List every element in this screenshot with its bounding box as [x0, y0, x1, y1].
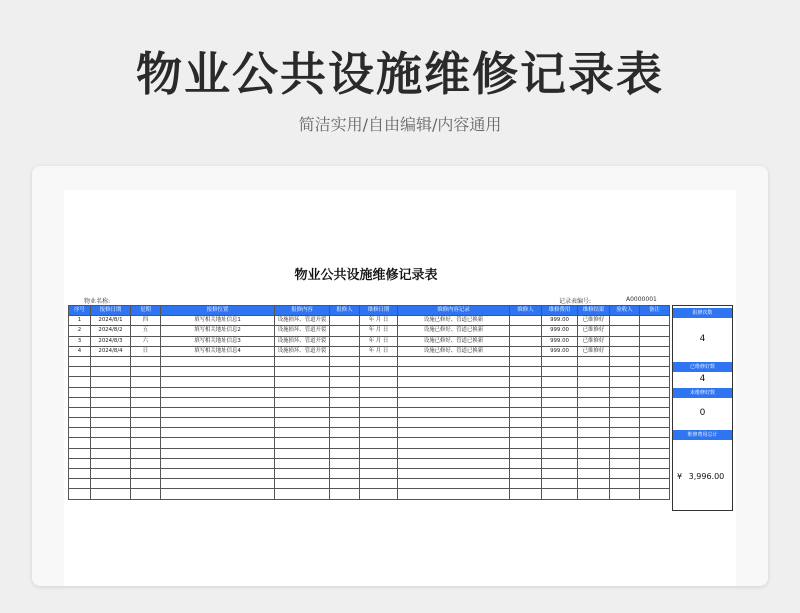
table-cell[interactable]: [510, 458, 542, 468]
table-cell[interactable]: [69, 397, 91, 407]
table-cell[interactable]: [398, 387, 510, 397]
table-cell[interactable]: [360, 469, 398, 479]
table-cell[interactable]: 年 月 日: [360, 326, 398, 336]
currency-symbol: ¥: [677, 472, 683, 481]
table-cell[interactable]: [131, 407, 161, 417]
table-cell[interactable]: [275, 469, 330, 479]
table-cell[interactable]: [275, 356, 330, 366]
empty-table-row: [69, 407, 670, 417]
table-cell[interactable]: [69, 438, 91, 448]
table-cell[interactable]: 999.00: [542, 316, 578, 326]
table-cell[interactable]: [275, 428, 330, 438]
table-cell[interactable]: [510, 377, 542, 387]
table-cell[interactable]: [360, 367, 398, 377]
table-cell[interactable]: [398, 428, 510, 438]
empty-table-row: [69, 387, 670, 397]
table-cell[interactable]: [91, 448, 131, 458]
table-cell[interactable]: [161, 448, 275, 458]
table-cell[interactable]: [398, 438, 510, 448]
table-cell[interactable]: 年 月 日: [360, 346, 398, 356]
table-cell[interactable]: [131, 377, 161, 387]
table-cell[interactable]: 填写相关地址信息3: [161, 336, 275, 346]
table-cell[interactable]: [542, 479, 578, 489]
column-header: 报修内容: [275, 306, 330, 316]
table-cell[interactable]: [398, 418, 510, 428]
table-cell[interactable]: [542, 438, 578, 448]
table-cell[interactable]: [275, 377, 330, 387]
table-cell[interactable]: 日: [131, 346, 161, 356]
table-cell[interactable]: [542, 387, 578, 397]
table-cell[interactable]: [640, 489, 670, 499]
table-cell[interactable]: [131, 428, 161, 438]
table-cell[interactable]: [275, 407, 330, 417]
table-cell[interactable]: [91, 367, 131, 377]
table-cell[interactable]: 已维修好: [578, 336, 610, 346]
table-cell[interactable]: [510, 356, 542, 366]
table-cell[interactable]: [542, 458, 578, 468]
table-cell[interactable]: [640, 458, 670, 468]
table-cell[interactable]: 设施已修好、管道已换新: [398, 326, 510, 336]
table-cell[interactable]: [131, 438, 161, 448]
table-cell[interactable]: [275, 458, 330, 468]
table-cell[interactable]: [610, 458, 640, 468]
table-cell[interactable]: [640, 428, 670, 438]
table-cell[interactable]: [610, 479, 640, 489]
table-cell[interactable]: [542, 448, 578, 458]
table-cell[interactable]: 1: [69, 316, 91, 326]
table-cell[interactable]: [360, 377, 398, 387]
table-cell[interactable]: 已维修好: [578, 316, 610, 326]
table-cell[interactable]: [330, 489, 360, 499]
table-cell[interactable]: [91, 377, 131, 387]
table-cell[interactable]: [640, 438, 670, 448]
table-cell[interactable]: 已维修好: [578, 346, 610, 356]
table-cell[interactable]: [131, 367, 161, 377]
table-cell[interactable]: [275, 397, 330, 407]
table-cell[interactable]: [330, 356, 360, 366]
table-cell[interactable]: [275, 418, 330, 428]
total-cost-value: 3,996.00: [688, 472, 725, 481]
table-cell[interactable]: 五: [131, 326, 161, 336]
table-cell[interactable]: [330, 448, 360, 458]
table-cell[interactable]: [510, 418, 542, 428]
table-cell[interactable]: [578, 489, 610, 499]
table-cell[interactable]: [610, 336, 640, 346]
table-cell[interactable]: 设施损坏、管道开裂: [275, 326, 330, 336]
column-header: 维修结果: [578, 306, 610, 316]
empty-table-row: [69, 448, 670, 458]
property-name-label: 物业名称:: [84, 298, 111, 305]
table-cell[interactable]: 设施已修好、管道已换新: [398, 336, 510, 346]
empty-table-row: [69, 377, 670, 387]
table-cell[interactable]: [91, 356, 131, 366]
table-cell[interactable]: 设施损坏、管道开裂: [275, 336, 330, 346]
table-cell[interactable]: 设施损坏、管道开裂: [275, 346, 330, 356]
table-cell[interactable]: [578, 356, 610, 366]
table-cell[interactable]: [161, 367, 275, 377]
table-cell[interactable]: [640, 336, 670, 346]
table-cell[interactable]: [69, 387, 91, 397]
table-cell[interactable]: [330, 479, 360, 489]
repaired-count-value: 4: [699, 374, 706, 384]
table-cell[interactable]: [398, 458, 510, 468]
total-cost-label: 维修费用总计: [673, 430, 732, 440]
table-cell[interactable]: [610, 367, 640, 377]
table-cell[interactable]: [360, 387, 398, 397]
empty-table-row: [69, 418, 670, 428]
table-cell[interactable]: [510, 479, 542, 489]
table-cell[interactable]: [510, 336, 542, 346]
column-header: 序号: [69, 306, 91, 316]
table-cell[interactable]: [131, 387, 161, 397]
table-cell[interactable]: [91, 418, 131, 428]
table-cell[interactable]: [578, 479, 610, 489]
table-cell[interactable]: [131, 356, 161, 366]
table-cell[interactable]: [131, 489, 161, 499]
table-cell[interactable]: 999.00: [542, 346, 578, 356]
table-cell[interactable]: 填写相关地址信息4: [161, 346, 275, 356]
table-cell[interactable]: [640, 326, 670, 336]
table-cell[interactable]: [330, 418, 360, 428]
table-cell[interactable]: 年 月 日: [360, 316, 398, 326]
table-cell[interactable]: 已维修好: [578, 326, 610, 336]
empty-table-row: [69, 458, 670, 468]
table-cell[interactable]: [360, 397, 398, 407]
table-cell[interactable]: [610, 469, 640, 479]
table-cell[interactable]: [91, 469, 131, 479]
table-cell[interactable]: [398, 377, 510, 387]
table-cell[interactable]: 设施损坏、管道开裂: [275, 316, 330, 326]
table-cell[interactable]: [610, 407, 640, 417]
table-cell[interactable]: [510, 367, 542, 377]
table-cell[interactable]: [330, 458, 360, 468]
table-cell[interactable]: [398, 489, 510, 499]
table-row: [69, 326, 670, 336]
record-number-label: 记录表编号:: [559, 298, 592, 305]
repair-count-label: 报修次数: [673, 308, 732, 318]
table-cell[interactable]: [131, 397, 161, 407]
record-number-value: A0000001: [626, 296, 657, 303]
table-cell[interactable]: [91, 387, 131, 397]
table-cell[interactable]: [69, 356, 91, 366]
table-cell[interactable]: [330, 407, 360, 417]
table-cell[interactable]: [610, 489, 640, 499]
table-row: [69, 316, 670, 326]
column-header: 报修人: [330, 306, 360, 316]
table-cell[interactable]: [510, 326, 542, 336]
table-cell[interactable]: [610, 418, 640, 428]
spreadsheet-sheet: [64, 190, 736, 586]
table-cell[interactable]: [69, 458, 91, 468]
table-cell[interactable]: [610, 377, 640, 387]
column-header: 备注: [640, 306, 670, 316]
table-cell[interactable]: [69, 367, 91, 377]
table-cell[interactable]: [91, 438, 131, 448]
table-cell[interactable]: [610, 356, 640, 366]
column-header: 星期: [131, 306, 161, 316]
table-cell[interactable]: [91, 458, 131, 468]
table-cell[interactable]: 2024/8/4: [91, 346, 131, 356]
table-cell[interactable]: [542, 356, 578, 366]
table-cell[interactable]: [578, 469, 610, 479]
table-cell[interactable]: [640, 346, 670, 356]
table-cell[interactable]: [398, 479, 510, 489]
table-cell[interactable]: [161, 418, 275, 428]
empty-table-row: [69, 397, 670, 407]
column-header: 报修日期: [91, 306, 131, 316]
table-row: [69, 336, 670, 346]
table-cell[interactable]: [510, 397, 542, 407]
table-cell[interactable]: 999.00: [542, 326, 578, 336]
table-cell[interactable]: [542, 469, 578, 479]
table-cell[interactable]: 3: [69, 336, 91, 346]
table-cell[interactable]: [578, 367, 610, 377]
table-cell[interactable]: [161, 428, 275, 438]
table-cell[interactable]: [69, 479, 91, 489]
table-cell[interactable]: [69, 428, 91, 438]
table-cell[interactable]: [330, 377, 360, 387]
table-cell[interactable]: [510, 438, 542, 448]
column-header: 维修人: [510, 306, 542, 316]
page-title: 物业公共设施维修记录表: [136, 47, 664, 101]
empty-table-row: [69, 489, 670, 499]
table-cell[interactable]: [91, 397, 131, 407]
table-cell[interactable]: [69, 489, 91, 499]
table-cell[interactable]: [578, 377, 610, 387]
empty-table-row: [69, 438, 670, 448]
table-cell[interactable]: [91, 489, 131, 499]
unrepaired-count-label: 未维修好数: [673, 388, 732, 398]
empty-table-row: [69, 479, 670, 489]
table-cell[interactable]: 999.00: [542, 336, 578, 346]
page-subtitle: 简洁实用/自由编辑/内容通用: [298, 115, 502, 134]
table-cell[interactable]: [398, 367, 510, 377]
table-cell[interactable]: [610, 397, 640, 407]
table-row: [69, 346, 670, 356]
table-cell[interactable]: [275, 438, 330, 448]
table-cell[interactable]: [330, 346, 360, 356]
table-cell[interactable]: [510, 346, 542, 356]
table-cell[interactable]: [360, 418, 398, 428]
table-cell[interactable]: 填写相关地址信息2: [161, 326, 275, 336]
table-cell[interactable]: [161, 397, 275, 407]
table-cell[interactable]: [69, 377, 91, 387]
table-cell[interactable]: [640, 469, 670, 479]
total-cost: [677, 472, 731, 481]
table-cell[interactable]: [69, 448, 91, 458]
table-cell[interactable]: [91, 479, 131, 489]
table-cell[interactable]: [131, 479, 161, 489]
table-cell[interactable]: [542, 367, 578, 377]
table-cell[interactable]: [398, 407, 510, 417]
table-cell[interactable]: [640, 479, 670, 489]
table-cell[interactable]: [610, 387, 640, 397]
table-cell[interactable]: 2024/8/3: [91, 336, 131, 346]
sheet-title: 物业公共设施维修记录表: [294, 268, 438, 283]
table-cell[interactable]: [542, 489, 578, 499]
unrepaired-count-value: 0: [699, 408, 706, 418]
table-cell[interactable]: 4: [69, 346, 91, 356]
table-cell[interactable]: [360, 428, 398, 438]
table-cell[interactable]: [510, 489, 542, 499]
table-cell[interactable]: [578, 448, 610, 458]
table-cell[interactable]: 设施已修好、管道已换新: [398, 316, 510, 326]
table-cell[interactable]: [161, 479, 275, 489]
table-cell[interactable]: [640, 448, 670, 458]
table-cell[interactable]: [640, 407, 670, 417]
table-cell[interactable]: [161, 458, 275, 468]
column-header: 维修日期: [360, 306, 398, 316]
table-cell[interactable]: [161, 356, 275, 366]
table-cell[interactable]: [275, 479, 330, 489]
table-cell[interactable]: [578, 418, 610, 428]
table-cell[interactable]: [161, 387, 275, 397]
summary-panel: [672, 305, 733, 511]
table-cell[interactable]: [330, 428, 360, 438]
table-cell[interactable]: [542, 407, 578, 417]
table-cell[interactable]: [69, 469, 91, 479]
table-cell[interactable]: [161, 469, 275, 479]
table-cell[interactable]: 2024/8/1: [91, 316, 131, 326]
table-cell[interactable]: [91, 407, 131, 417]
table-cell[interactable]: [640, 316, 670, 326]
table-cell[interactable]: [510, 387, 542, 397]
table-cell[interactable]: [360, 489, 398, 499]
table-cell[interactable]: [330, 387, 360, 397]
column-header: 维修内容记录: [398, 306, 510, 316]
repaired-count-label: 已维修好数: [673, 362, 732, 372]
empty-table-row: [69, 469, 670, 479]
table-cell[interactable]: [330, 397, 360, 407]
table-cell[interactable]: [510, 407, 542, 417]
column-header: 验收人: [610, 306, 640, 316]
table-cell[interactable]: [610, 428, 640, 438]
table-cell[interactable]: [542, 397, 578, 407]
column-header: 维修费用: [542, 306, 578, 316]
table-cell[interactable]: [610, 438, 640, 448]
table-cell[interactable]: [640, 418, 670, 428]
table-cell[interactable]: [275, 387, 330, 397]
table-header-row: [69, 306, 670, 316]
table-cell[interactable]: [542, 418, 578, 428]
table-cell[interactable]: [131, 458, 161, 468]
table-cell[interactable]: [510, 448, 542, 458]
repair-count-value: 4: [699, 334, 706, 344]
table-cell[interactable]: [578, 397, 610, 407]
repair-record-table: [68, 305, 670, 500]
table-cell[interactable]: [510, 316, 542, 326]
empty-table-row: [69, 428, 670, 438]
table-cell[interactable]: [578, 387, 610, 397]
table-cell[interactable]: [610, 326, 640, 336]
table-cell[interactable]: [161, 377, 275, 387]
table-cell[interactable]: 设施已修好、管道已换新: [398, 346, 510, 356]
empty-table-row: [69, 356, 670, 366]
table-cell[interactable]: [398, 397, 510, 407]
table-cell[interactable]: [360, 407, 398, 417]
table-cell[interactable]: [360, 356, 398, 366]
table-cell[interactable]: [161, 438, 275, 448]
table-cell[interactable]: [640, 367, 670, 377]
table-cell[interactable]: [330, 316, 360, 326]
table-cell[interactable]: [542, 377, 578, 387]
table-cell[interactable]: [161, 407, 275, 417]
table-cell[interactable]: [330, 469, 360, 479]
table-cell[interactable]: [360, 448, 398, 458]
table-cell[interactable]: [275, 367, 330, 377]
table-cell[interactable]: 四: [131, 316, 161, 326]
table-cell[interactable]: [131, 469, 161, 479]
table-cell[interactable]: [578, 438, 610, 448]
table-cell[interactable]: 2024/8/2: [91, 326, 131, 336]
table-cell[interactable]: [330, 326, 360, 336]
table-cell[interactable]: [578, 407, 610, 417]
table-cell[interactable]: [542, 428, 578, 438]
table-cell[interactable]: 填写相关地址信息1: [161, 316, 275, 326]
table-cell[interactable]: [330, 367, 360, 377]
table-cell[interactable]: [640, 356, 670, 366]
table-cell[interactable]: [131, 448, 161, 458]
table-cell[interactable]: [578, 458, 610, 468]
table-cell[interactable]: [69, 418, 91, 428]
column-header: 报修位置: [161, 306, 275, 316]
table-cell[interactable]: [275, 448, 330, 458]
table-cell[interactable]: 六: [131, 336, 161, 346]
table-cell[interactable]: [640, 397, 670, 407]
table-cell[interactable]: [610, 448, 640, 458]
table-cell[interactable]: [360, 438, 398, 448]
table-cell[interactable]: [510, 469, 542, 479]
table-cell[interactable]: [91, 428, 131, 438]
table-cell[interactable]: [161, 489, 275, 499]
table-cell[interactable]: [578, 428, 610, 438]
empty-table-row: [69, 367, 670, 377]
table-cell[interactable]: [610, 346, 640, 356]
table-cell[interactable]: [610, 316, 640, 326]
table-cell[interactable]: [640, 377, 670, 387]
table-cell[interactable]: [131, 418, 161, 428]
table-cell[interactable]: [640, 387, 670, 397]
table-cell[interactable]: [330, 336, 360, 346]
table-cell[interactable]: [398, 356, 510, 366]
table-cell[interactable]: [360, 458, 398, 468]
table-cell[interactable]: [69, 407, 91, 417]
table-cell[interactable]: [360, 479, 398, 489]
table-cell[interactable]: [275, 489, 330, 499]
table-cell[interactable]: [510, 428, 542, 438]
table-cell[interactable]: [398, 469, 510, 479]
table-cell[interactable]: [330, 438, 360, 448]
table-cell[interactable]: [398, 448, 510, 458]
table-cell[interactable]: 年 月 日: [360, 336, 398, 346]
table-cell[interactable]: 2: [69, 326, 91, 336]
